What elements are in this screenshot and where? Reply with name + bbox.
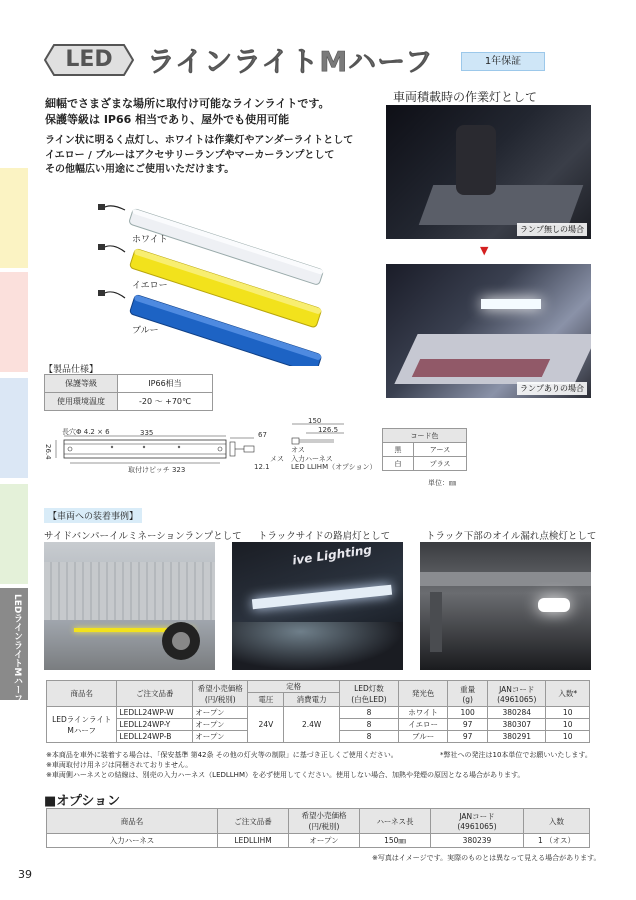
intro-paragraph (45, 134, 353, 178)
example-photo-3 (420, 542, 591, 670)
product-qty: 10 (546, 707, 590, 719)
example-title-2: トラックサイドの路肩灯として (258, 531, 391, 542)
note-1: ※本商品を車外に装着する場合は、「保安基準 第42条 その他の灯火等の制限」に基づき正しくご使用ください。 (46, 751, 398, 759)
example-title-3: トラック下部のオイル漏れ点検灯として (426, 531, 597, 542)
photo-with-lamp (386, 264, 591, 398)
option-note: ※写真はイメージです。実際のものとは異なって見える場合があります。 (372, 854, 601, 862)
product-price: オープン (193, 731, 248, 743)
product-jan: 380284 (488, 707, 546, 719)
dim-height: 26.4 (44, 444, 52, 460)
col-weight: 重量 (g) (448, 681, 488, 707)
dim-150: 150 (308, 417, 322, 425)
intro-para-3: その他幅広い用途にご使用いただけます。 (45, 164, 235, 175)
col-name: 商品名 (47, 681, 117, 707)
product-qty: 10 (546, 731, 590, 743)
opt-col-code: ご注文品番 (218, 809, 289, 834)
intro-line-1: 細幅でさまざまな場所に取付け可能なラインライトです。 (45, 97, 330, 110)
product-leds: 8 (339, 719, 398, 731)
product-code: LEDLL24WP-Y (117, 719, 193, 731)
product-color: イエロー (399, 719, 448, 731)
side-tab-blue (0, 378, 28, 478)
col-qty: 入数* (546, 681, 590, 707)
cord-title: コード色 (383, 429, 467, 443)
side-tab-current[interactable] (0, 588, 28, 704)
dim-pitch: 取付けピッチ 323 (128, 466, 186, 474)
opt-name: 入力ハーネス (47, 834, 218, 848)
opt-col-jan: JANコード (4961065) (431, 809, 524, 834)
option-table (46, 808, 590, 848)
work-light-title: 車両積載時の作業灯として (393, 90, 538, 104)
opt-col-harness: ハーネス長 (360, 809, 431, 834)
col-jan: JANコード (4961065) (488, 681, 546, 707)
label-white: ホワイト (132, 235, 168, 245)
example-title-1: サイドバンパーイルミネーションランプとして (44, 531, 242, 542)
table-row (47, 834, 590, 848)
product-leds: 8 (339, 707, 398, 719)
spec-value: IP66相当 (118, 375, 213, 393)
col-voltage: 電圧 (248, 693, 284, 707)
opt-code: LEDLLIHM (218, 834, 289, 848)
dim-harness-2: LED LLIHM（オプション） (291, 463, 377, 471)
dim-hole: 長穴Φ 4.2 × 6 (62, 428, 110, 436)
warranty-badge: 1年保証 (461, 52, 545, 71)
product-jan: 380307 (488, 719, 546, 731)
product-code: LEDLL24WP-B (117, 731, 193, 743)
product-color: ホワイト (399, 707, 448, 719)
spec-heading: 【製品仕様】 (44, 365, 99, 375)
product-weight: 97 (448, 731, 488, 743)
product-code: LEDLL24WP-W (117, 707, 193, 719)
product-qty: 10 (546, 719, 590, 731)
col-leds: LED灯数 (白色LED) (339, 681, 398, 707)
arrow-down-icon: ▼ (480, 244, 489, 257)
dim-67: 67 (258, 431, 267, 439)
opt-price: オープン (289, 834, 360, 848)
intro-para-2: イエロー / ブルーはアクセサリーランプやマーカーランプとして (45, 149, 335, 161)
table-row (47, 707, 590, 719)
option-heading: ■オプション (44, 794, 121, 809)
product-table (46, 680, 590, 743)
intro-line-2: 保護等級は IP66 相当であり、屋外でも使用可能 (45, 113, 290, 126)
col-power: 消費電力 (284, 693, 339, 707)
cord-color: 白 (383, 457, 414, 471)
opt-qty: 1 （オス） (524, 834, 590, 848)
product-name: LEDラインライト Mハーフ (47, 707, 117, 743)
opt-harness: 150㎜ (360, 834, 431, 848)
page-title: ラインライトMハーフ (147, 45, 434, 78)
side-tab-yellow (0, 168, 28, 268)
opt-col-name: 商品名 (47, 809, 218, 834)
dim-121: 12.1 (254, 463, 270, 471)
opt-jan: 380239 (431, 834, 524, 848)
intro-para-1: ライン状に明るく点灯し、ホワイトは作業灯やアンダーライトとして (45, 135, 354, 146)
spec-row (45, 393, 213, 411)
product-power: 2.4W (284, 707, 339, 743)
spec-value: -20 ～ +70℃ (118, 393, 213, 411)
example-photo-1 (44, 542, 215, 670)
cord-use: プラス (414, 457, 467, 471)
opt-col-price: 希望小売価格 (円/税別) (289, 809, 360, 834)
cord-color: 黒 (383, 443, 414, 457)
dim-harness-1: 入力ハーネス (291, 455, 333, 463)
spec-table (44, 374, 213, 411)
page-number: 39 (18, 868, 32, 881)
led-badge-text: LED (65, 47, 113, 72)
col-color: 発光色 (399, 681, 448, 707)
examples-heading: 【車両への装着事例】 (44, 508, 142, 523)
product-weight: 100 (448, 707, 488, 719)
dim-mesu: メス (270, 455, 284, 463)
product-lamps-illustration (95, 196, 335, 366)
label-yellow: イエロー (132, 281, 168, 291)
note-1b: *弊社への発注は10本単位でお願いいたします。 (440, 751, 592, 759)
col-price: 希望小売価格 (円/税別) (193, 681, 248, 707)
caption-with-lamp: ランプありの場合 (517, 382, 587, 395)
side-tab-green (0, 484, 28, 584)
product-leds: 8 (339, 731, 398, 743)
cord-use: アース (414, 443, 467, 457)
opt-col-qty: 入数 (524, 809, 590, 834)
product-jan: 380291 (488, 731, 546, 743)
dim-osu: オス (291, 446, 305, 454)
dim-335: 335 (140, 429, 154, 437)
side-tab-pink (0, 272, 28, 372)
dim-1265: 126.5 (318, 426, 339, 434)
example-photo-2 (232, 542, 403, 670)
caption-without-lamp: ランプ無しの場合 (517, 223, 587, 236)
product-price: オープン (193, 707, 248, 719)
note-2: ※車両取付け用ネジは同梱されておりません。 (46, 761, 193, 769)
col-rating: 定格 (248, 681, 340, 693)
label-blue: ブルー (132, 326, 159, 336)
product-price: オープン (193, 719, 248, 731)
side-tab-label: LEDラインライトMハーフ (12, 594, 22, 704)
example-photo-2-text: ive Lighting (291, 542, 373, 568)
spec-label: 保護等級 (45, 375, 118, 393)
product-voltage: 24V (248, 707, 284, 743)
dim-unit: 単位：㎜ (428, 479, 456, 487)
photo-without-lamp (386, 105, 591, 239)
spec-row (45, 375, 213, 393)
note-3: ※車両側ハーネスとの結線は、別売の入力ハーネス（LEDLLHM）を必ず使用してください。使用しない場合、加熱や発煙の原因となる場合があります。 (46, 771, 525, 779)
spec-label: 使用環境温度 (45, 393, 118, 411)
product-color: ブルー (399, 731, 448, 743)
col-code: ご注文品番 (117, 681, 193, 707)
cord-color-table (382, 428, 467, 471)
product-weight: 97 (448, 719, 488, 731)
intro-headline (45, 96, 329, 128)
dimension-drawing (44, 414, 590, 496)
